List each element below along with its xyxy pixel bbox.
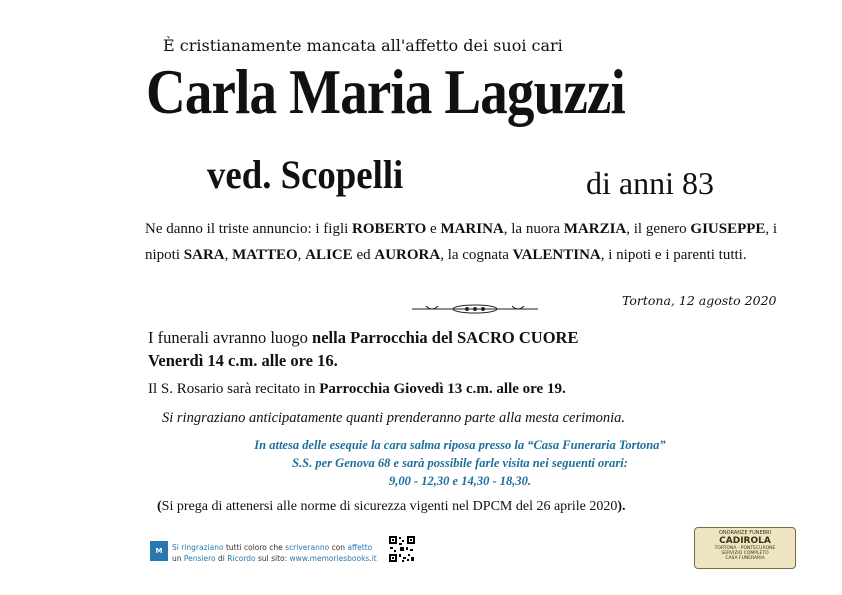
widow-surname: ved. Scopelli: [207, 152, 404, 197]
intro-line: È cristianamente mancata all'affetto dei suoi cari: [163, 36, 563, 55]
memoriesbooks-link[interactable]: www.memoriesbooks.it: [289, 554, 377, 563]
rosary-info: Il S. Rosario sarà recitato in Parrocchia Giovedì 13 c.m. alle ore 19.: [148, 381, 566, 397]
age: di anni 83: [586, 165, 714, 201]
thanks-line: Si ringraziano anticipatamente quanti prenderanno parte alla mesta cerimonia.: [162, 410, 626, 426]
deceased-name: Carla Maria Laguzzi: [146, 56, 625, 127]
ornament-divider: [412, 302, 538, 316]
place-and-date: Tortona, 12 agosto 2020: [622, 293, 777, 308]
memoriesbooks-logo: M: [150, 541, 168, 561]
qr-code[interactable]: [388, 535, 416, 563]
funeral-home-stamp: ONORANZE FUNEBRI CADIROLA TORTONA · PONTECURONE SERVIZIO COMPLETO CASA FUNERARIA: [694, 527, 796, 569]
covid-rules-note: (Si prega di attenersi alle norme di sicurezza vigenti nel DPCM del 26 aprile 2020).: [157, 499, 626, 514]
announcement-text: Ne danno il triste annuncio: i figli ROBERTO e MARINA, la nuora MARZIA, il genero GIUSEPPE, i nipoti SARA, MATTEO, ALICE ed AURORA, la cognata VALENTINA, i nipoti e i parenti tutti.: [145, 221, 778, 263]
footer-memories-text: Si ringraziano tutti coloro che scriveranno con affetto un Pensiero di Ricordo sul sito: www.memoriesbooks.it: [172, 543, 377, 563]
funeral-info: I funerali avranno luogo nella Parrocchia del SACRO CUORE Venerdì 14 c.m. alle ore 16.: [148, 328, 579, 370]
wake-info: In attesa delle esequie la cara salma riposa presso la “Casa Funeraria Tortona” S.S. per Genova 68 e sarà possibile farle visita nei seguenti orari: 9,00 - 12,30 e 14,30 - 18,30.: [254, 438, 666, 488]
